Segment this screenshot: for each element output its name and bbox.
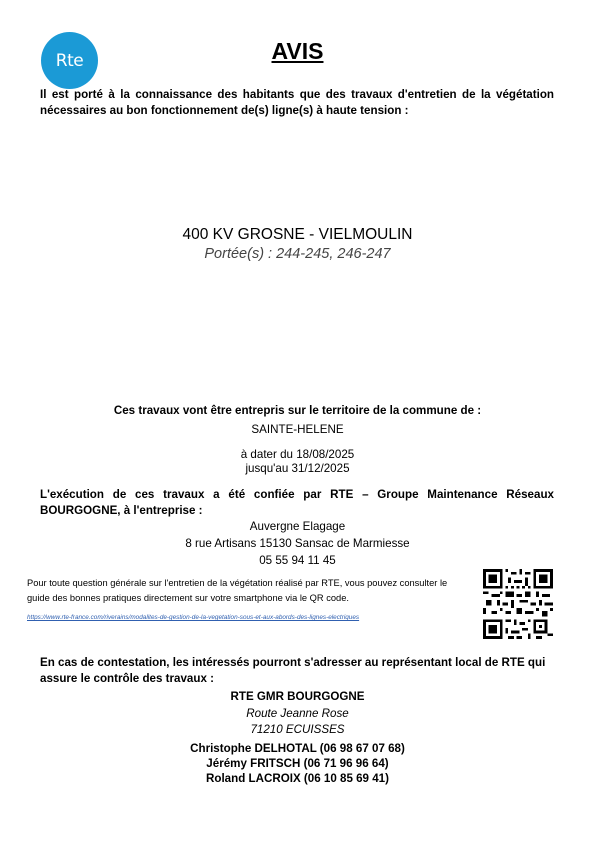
contact-3: Roland LACROIX (06 10 85 69 41) bbox=[206, 772, 389, 785]
line-name: 400 KV GROSNE - VIELMOULIN bbox=[182, 226, 413, 243]
contact-2: Jérémy FRITSCH (06 71 96 96 64) bbox=[206, 757, 389, 770]
execution-paragraph: L'exécution de ces travaux a été confiée par RTE – Groupe Maintenance Réseaux BOURGOGNE, à l'entreprise : bbox=[40, 488, 554, 517]
commune-name: SAINTE-HELENE bbox=[251, 423, 344, 436]
local-street: Route Jeanne Rose bbox=[246, 707, 349, 720]
local-city: 71210 ECUISSES bbox=[250, 723, 345, 736]
contest-paragraph: En cas de contestation, les intéressés pourront s'adresser au représentant local de RTE qui assure le contrôle des travaux : bbox=[40, 656, 546, 685]
guide-link[interactable]: https://www.rte-france.com/riverains/modalites-de-gestion-de-la-vegetation-sous-et-aux-abords-des-lignes-electriques bbox=[27, 614, 360, 621]
company-name: Auvergne Elagage bbox=[249, 520, 346, 533]
company-phone: 05 55 94 11 45 bbox=[259, 554, 336, 567]
qr-explanation: Pour toute question générale sur l'entretien de la végétation réalisé par RTE, vous pouvez consulter le guide des bonnes pratiques directement sur votre smartphone via le QR code. bbox=[27, 578, 448, 603]
rte-logo-text: Rte bbox=[55, 50, 84, 71]
local-name: RTE GMR BOURGOGNE bbox=[230, 690, 365, 703]
contact-1: Christophe DELHOTAL (06 98 67 07 68) bbox=[190, 742, 405, 755]
commune-intro: Ces travaux vont être entrepris sur le territoire de la commune de : bbox=[113, 404, 482, 417]
company-address: 8 rue Artisans 15130 Sansac de Marmiesse bbox=[185, 537, 410, 550]
page-title: AVIS bbox=[271, 38, 324, 64]
qr-code-icon[interactable] bbox=[483, 569, 553, 639]
date-from: à dater du 18/08/2025 bbox=[240, 448, 355, 461]
intro-paragraph: Il est porté à la connaissance des habitants que des travaux d'entretien de la végétation nécessaires au bon fonctionnement de(s) ligne(s) à haute tension : bbox=[40, 88, 554, 117]
portees: Portée(s) : 244-245, 246-247 bbox=[204, 246, 391, 262]
date-to: jusqu'au 31/12/2025 bbox=[245, 462, 350, 475]
